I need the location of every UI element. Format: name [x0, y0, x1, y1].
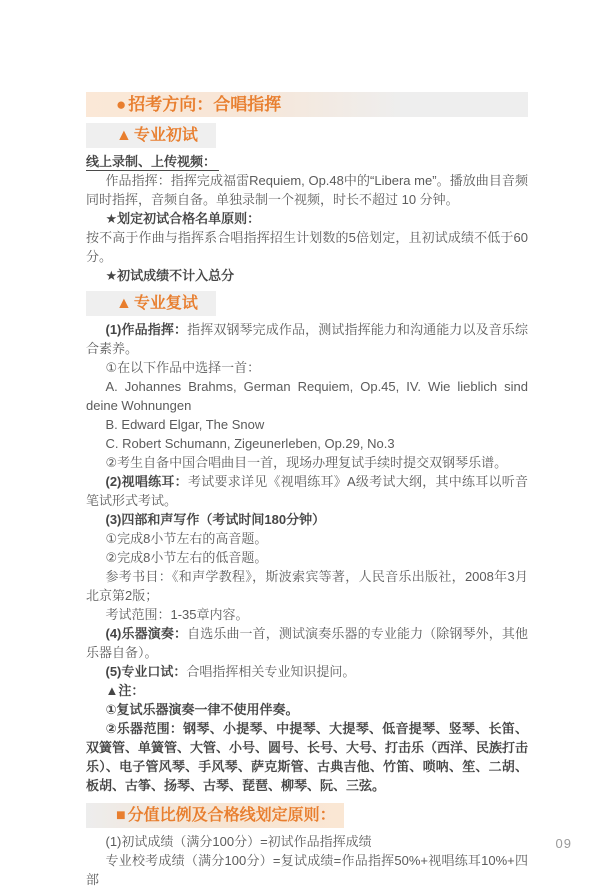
harmony-bass-task: ②完成8小节左右的低音题。 — [105, 550, 268, 565]
item-four-part-harmony: (3)四部和声写作（考试时间180分钟） — [105, 512, 326, 527]
second-exam-title: 专业复试 — [133, 295, 198, 312]
note-no-accompaniment: ①复试乐器演奏一律不使用伴奏。 — [105, 702, 299, 717]
pass-list-rule-text: 按不高于作曲与指挥系合唱指挥招生计划数的5倍划定，且初试成绩不低于60分。 — [86, 230, 528, 264]
harmony-treble-task: ①完成8小节左右的高音题。 — [105, 531, 268, 546]
scoring-section-header — [86, 803, 344, 828]
final-score-formula: 专业校考成绩（满分100分）=复试成绩=作品指挥50%+视唱练耳10%+四部 — [86, 853, 528, 887]
second-exam-body — [86, 320, 528, 795]
second-exam-header — [86, 291, 216, 316]
initial-exam-header — [86, 123, 216, 148]
item-work-conducting: (1)作品指挥：指挥双钢琴完成作品，测试指挥能力和沟通能力以及音乐综合素养。 — [86, 322, 528, 356]
square-bullet-icon: ■ — [116, 807, 126, 824]
page-content — [86, 92, 528, 889]
online-recording-subtitle: 线上录制、上传视频： — [86, 152, 528, 171]
option-a-brahms: A. Johannes Brahms, German Requiem, Op.45, IV. Wie lieblich sind deine Wohnungen — [86, 379, 528, 413]
initial-score-formula: (1)初试成绩（满分100分）=初试作品指挥成绩 — [105, 834, 372, 849]
score-not-counted-note: ★初试成绩不计入总分 — [105, 268, 235, 283]
option-c-schumann: C. Robert Schumann, Zigeunerleben, Op.29, No.3 — [105, 436, 395, 451]
triangle-bullet-icon: ▲ — [116, 127, 132, 144]
note-instrument-range: ②乐器范围：钢琴、小提琴、中提琴、大提琴、低音提琴、竖琴、长笛、双簧管、单簧管、大管、小号、圆号、长号、大号、打击乐（西洋、民族打击乐）、电子管风琴、手风琴、萨克斯管、古典吉他、竹笛、唢呐、笙、二胡、板胡、古筝、扬琴、古琴、琵琶、柳琴、阮、三弦。 — [86, 721, 529, 793]
triangle-bullet-icon: ▲ — [116, 295, 132, 312]
item-oral-exam: (5)专业口试：合唱指挥相关专业知识提问。 — [105, 664, 356, 679]
choose-one-work-line: ①在以下作品中选择一首： — [105, 360, 261, 375]
reference-books-line: 参考书目：《和声学教程》，斯波索宾等著，人民音乐出版社，2008年3月北京第2版； — [86, 569, 528, 603]
work-conducting-paragraph: 作品指挥：指挥完成福雷Requiem, Op.48中的“Libera me”。播放曲目音频同时指挥，音频自备。单独录制一个视频，时长不超过 10 分钟。 — [86, 173, 528, 207]
initial-exam-body — [86, 152, 528, 285]
main-section-title: 招考方向：合唱指挥 — [128, 95, 282, 114]
chinese-choral-work-line: ②考生自备中国合唱曲目一首，现场办理复试手续时提交双钢琴乐谱。 — [105, 455, 508, 470]
pass-list-rule-heading: ★划定初试合格名单原则： — [105, 211, 261, 226]
item-instrument-performance: (4)乐器演奏：自选乐曲一首，测试演奏乐器的专业能力（除钢琴外，其他乐器自备）。 — [86, 626, 528, 660]
circle-bullet-icon: ● — [116, 95, 127, 114]
exam-scope-line: 考试范围：1-35章内容。 — [105, 607, 249, 622]
initial-exam-title: 专业初试 — [133, 127, 198, 144]
scoring-section-title: 分值比例及合格线划定原则： — [127, 807, 336, 824]
notes-heading: ▲注： — [105, 683, 145, 698]
item-sight-singing: (2)视唱练耳：考试要求详见《视唱练耳》A级考试大纲，其中练耳以听音笔试形式考试。 — [86, 474, 529, 508]
option-b-elgar: B. Edward Elgar, The Snow — [105, 417, 265, 432]
scoring-body — [86, 832, 528, 889]
main-section-header — [86, 92, 528, 117]
page-number: 09 — [555, 836, 572, 851]
